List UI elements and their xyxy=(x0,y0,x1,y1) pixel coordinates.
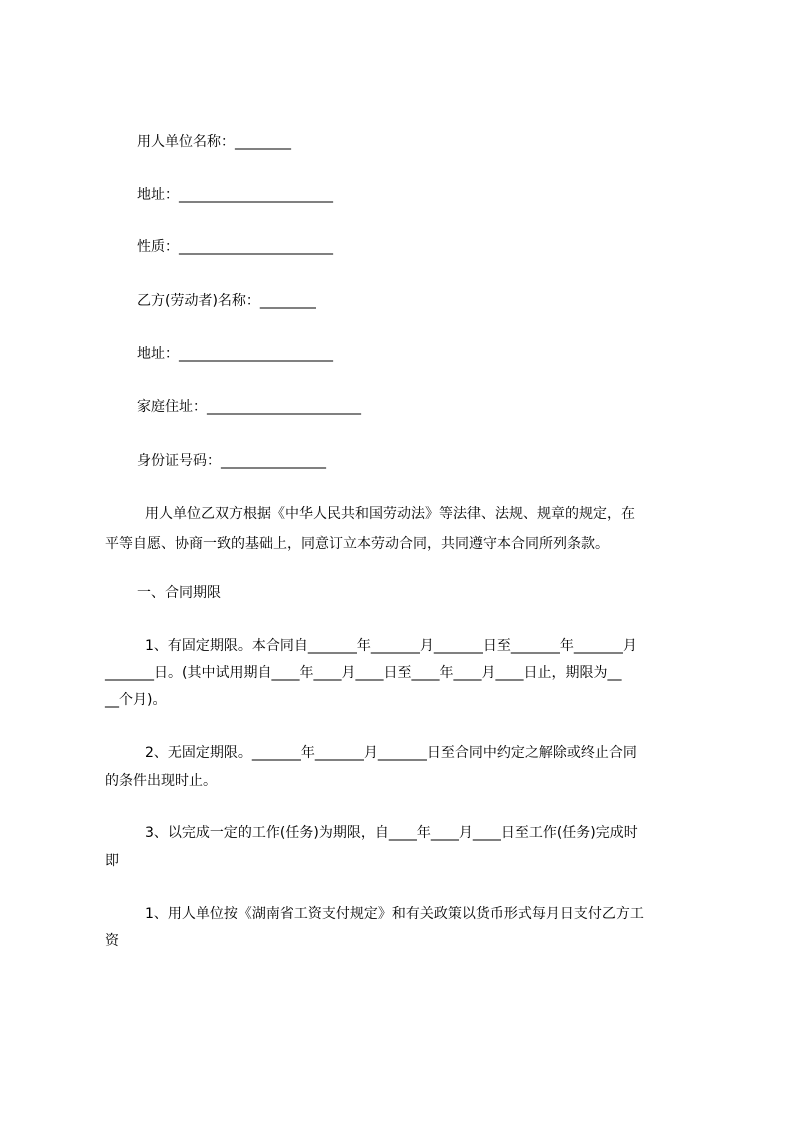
home-address-field: 家庭住址：______________________ xyxy=(137,399,361,415)
employee-name-field: 乙方(劳动者)名称：________ xyxy=(137,293,316,309)
term-item-1-line-2: _______日。(其中试用期自____年____月____日至____年____月____日止，期限为__ xyxy=(105,665,622,681)
intro-line-1: 用人单位乙双方根据《中华人民共和国劳动法》等法律、法规、规章的规定，在 xyxy=(145,506,635,522)
section-1-heading: 一、合同期限 xyxy=(137,585,221,601)
term-item-2-line-1: 2、无固定期限。_______年_______月_______日至合同中约定之解除或终止合同 xyxy=(145,745,637,761)
id-number-field: 身份证号码：_______________ xyxy=(137,453,326,469)
term-item-3-line-2: 即 xyxy=(105,853,119,869)
employer-address-field: 地址：______________________ xyxy=(137,187,333,203)
term-item-1-line-3: __个月)。 xyxy=(105,692,167,708)
wage-item-1-line-1: 1、用人单位按《湖南省工资支付规定》和有关政策以货币形式每月日支付乙方工 xyxy=(145,906,644,922)
wage-item-1-line-2: 资 xyxy=(105,933,119,949)
employee-address-field: 地址：______________________ xyxy=(137,346,333,362)
intro-line-2: 平等自愿、协商一致的基础上，同意订立本劳动合同，共同遵守本合同所列条款。 xyxy=(105,536,609,552)
employer-name-field: 用人单位名称：________ xyxy=(137,134,291,150)
term-item-1-line-1: 1、有固定期限。本合同自_______年_______月_______日至_______年_______月 xyxy=(145,638,637,654)
employer-nature-field: 性质：______________________ xyxy=(137,239,333,255)
term-item-3-line-1: 3、以完成一定的工作(任务)为期限，自____年____月____日至工作(任务)完成时 xyxy=(145,825,638,841)
term-item-2-line-2: 的条件出现时止。 xyxy=(105,773,217,789)
